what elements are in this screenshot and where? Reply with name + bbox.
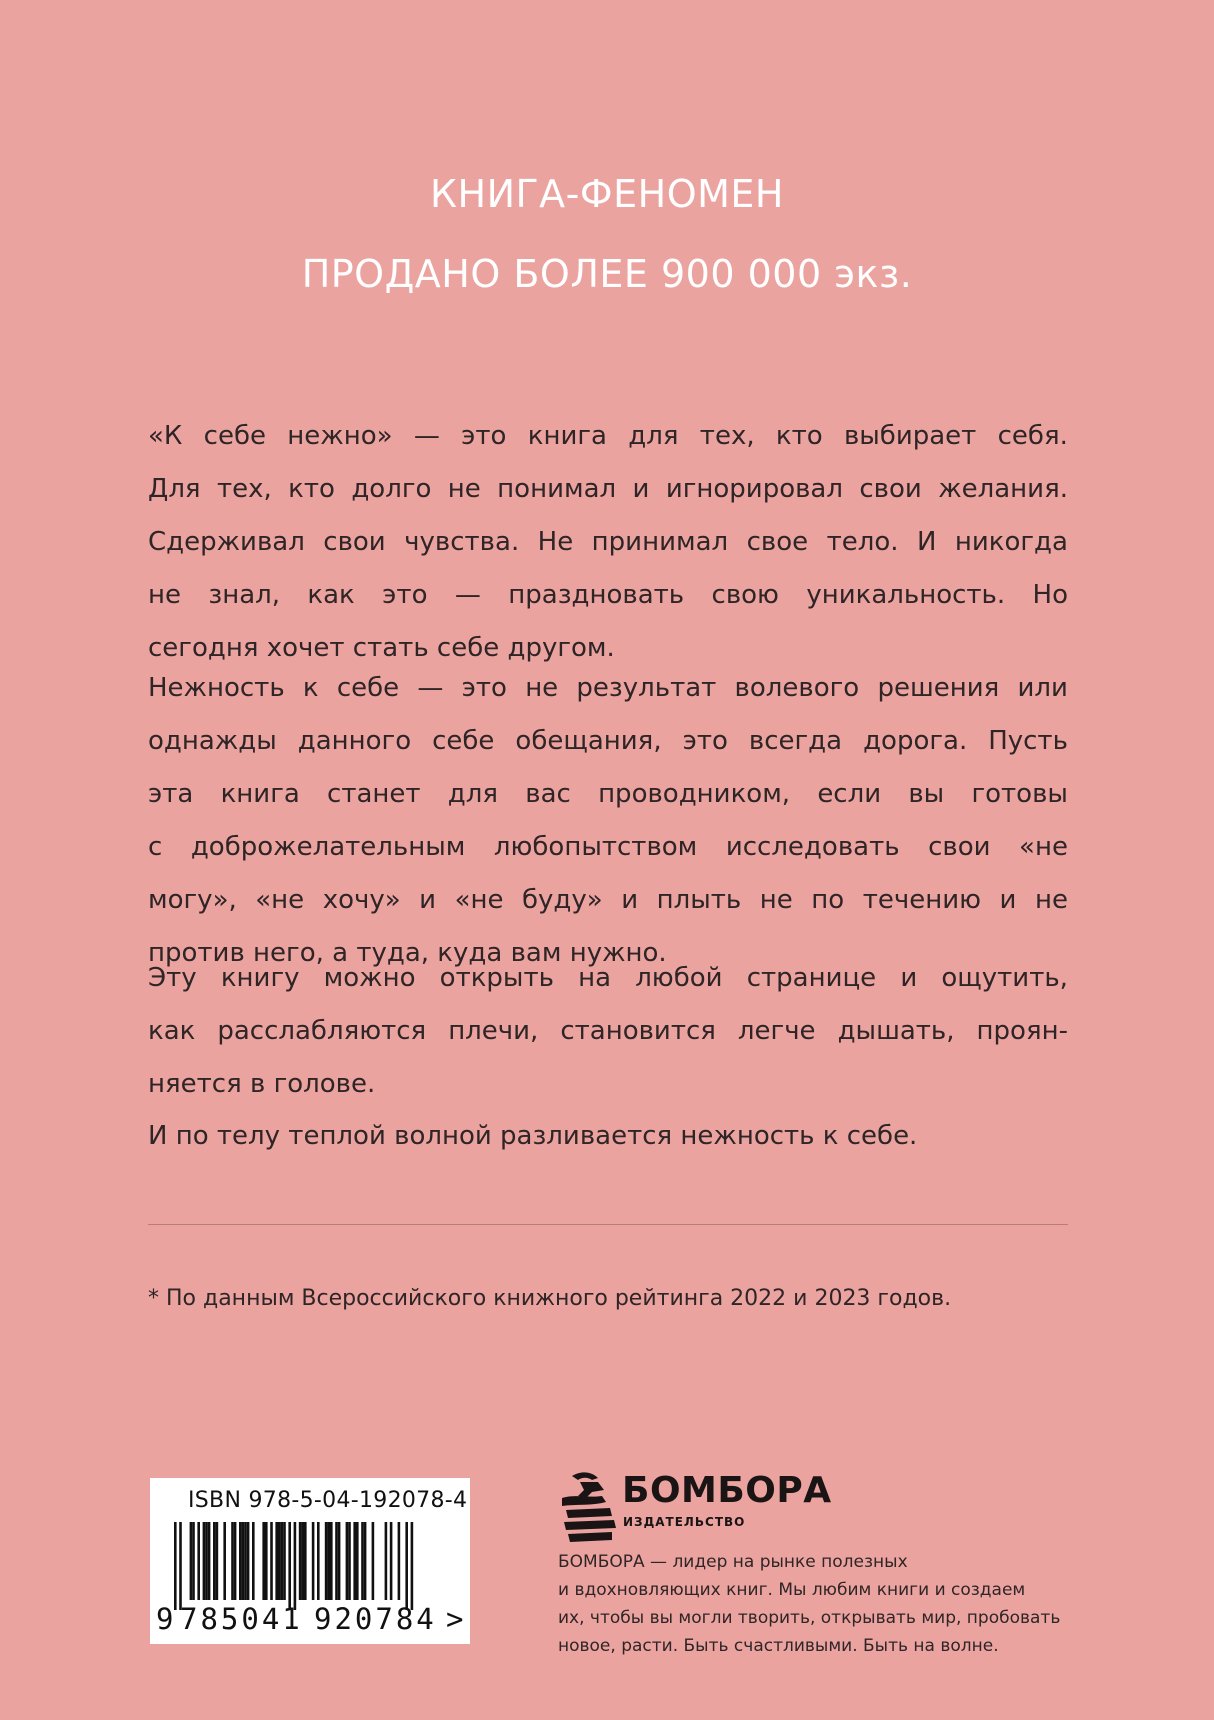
publisher-description (558, 1548, 1078, 1660)
paragraph-line: против него, а туда, куда вам нужно. (148, 938, 667, 968)
publisher-description-line: БОМБОРА — лидер на рынке полезных (558, 1552, 908, 1572)
barcode-bar (372, 1522, 375, 1600)
publisher-description-line: новое, расти. Быть счастливыми. Быть на волне. (558, 1636, 999, 1656)
word: доброжелательным (190, 832, 466, 862)
publisher-description-line: и вдохновляющих книг. Мы любим книги и создаем (558, 1580, 1026, 1600)
word: принимал (591, 527, 729, 557)
barcode-bar (330, 1522, 333, 1600)
word: можно (323, 963, 416, 993)
word: и (621, 885, 639, 915)
barcode-digit-group-right: 920784 (314, 1602, 437, 1636)
word: это (461, 421, 507, 451)
barcode-bar (346, 1522, 349, 1600)
barcode-bar (234, 1522, 237, 1600)
paragraph-line (148, 952, 1068, 1005)
barcode-bar (242, 1522, 245, 1600)
barcode-bar (405, 1522, 408, 1610)
word: книга (527, 421, 607, 451)
word: желания. (938, 474, 1068, 504)
word: «К (148, 421, 183, 451)
word: свои (323, 527, 386, 557)
barcode-bar (262, 1522, 265, 1600)
word: никогда (954, 527, 1068, 557)
word: это (382, 580, 428, 610)
word: «не (1019, 832, 1068, 862)
word: становится (560, 1016, 716, 1046)
barcode-bar (294, 1522, 297, 1610)
description-paragraph-2 (148, 662, 1068, 980)
description-paragraph-3 (148, 952, 1068, 1111)
barcode-digit-lead: 9 (156, 1602, 174, 1636)
barcode-bar (301, 1522, 304, 1600)
paragraph-line (148, 768, 1068, 821)
word: легче (737, 1016, 816, 1046)
word: — (417, 673, 444, 703)
barcode-bar (275, 1522, 278, 1600)
word: всегда (748, 726, 843, 756)
word: проян- (976, 1016, 1068, 1046)
word: не (525, 673, 559, 703)
description-paragraph-4 (148, 1110, 1068, 1163)
paragraph-line (148, 821, 1068, 874)
word: могу», (148, 885, 237, 915)
word: себе (336, 673, 400, 703)
barcode-bar (348, 1522, 351, 1600)
word: Но (1032, 580, 1068, 610)
word: исследовать (725, 832, 900, 862)
paragraph-line (148, 874, 1068, 927)
barcode-bar (197, 1522, 200, 1600)
barcode-bar (270, 1522, 273, 1600)
barcode-bar (317, 1522, 320, 1600)
paragraph-line (148, 463, 1068, 516)
word: понимал (497, 474, 617, 504)
word: ощутить, (941, 963, 1068, 993)
publisher-description-line: их, чтобы вы могли творить, открывать мир, пробовать (558, 1608, 1061, 1628)
word: долго (351, 474, 432, 504)
barcode-bar (364, 1522, 367, 1600)
word: данного (297, 726, 412, 756)
word: и (900, 963, 918, 993)
word: себя. (997, 421, 1068, 451)
word: свои (859, 474, 922, 504)
paragraph-line (148, 569, 1068, 622)
word: любопытством (493, 832, 698, 862)
word: выбирает (843, 421, 977, 451)
word: открыть (439, 963, 554, 993)
barcode-digit-group-left: 785041 (180, 1602, 303, 1636)
word: готовы (971, 779, 1068, 809)
barcode-bar (231, 1522, 234, 1600)
word: Для (148, 474, 201, 504)
word: книга (220, 779, 300, 809)
paragraph-line (148, 662, 1068, 715)
barcode-bar (205, 1522, 208, 1600)
paragraph-line: няется в голове. (148, 1069, 376, 1099)
barcode-bar (213, 1522, 216, 1600)
barcode-digit-quiet-marker: > (446, 1602, 464, 1636)
word: результат (576, 673, 717, 703)
word: решения (877, 673, 1000, 703)
word: или (1017, 673, 1068, 703)
word: «не (255, 885, 305, 915)
word: с (148, 832, 163, 862)
word: тех, (216, 474, 272, 504)
word: не (1034, 885, 1068, 915)
paragraph-line: сегодня хочет стать себе другом. (148, 633, 615, 663)
word: если (817, 779, 882, 809)
barcode-bar (312, 1522, 315, 1600)
barcode-bar (304, 1522, 307, 1600)
description-paragraph-1 (148, 410, 1068, 675)
barcode-bar (288, 1522, 291, 1610)
isbn-barcode (150, 1478, 470, 1644)
word: для (628, 421, 679, 451)
word: к (302, 673, 319, 703)
headline-sales: ПРОДАНО БОЛЕЕ 900 000 экз. (301, 252, 913, 296)
barcode-bar (353, 1522, 356, 1600)
barcode-bar (361, 1522, 364, 1600)
word: свои (928, 832, 991, 862)
word: и (419, 885, 437, 915)
barcode-bar (247, 1522, 250, 1600)
barcode-bar (216, 1522, 219, 1600)
word: проводником, (598, 779, 791, 809)
word: хочу» (322, 885, 401, 915)
word: расслабляются (217, 1016, 427, 1046)
word: не (447, 474, 481, 504)
word: для (447, 779, 499, 809)
word: и (999, 885, 1017, 915)
word: И (916, 527, 937, 557)
word: на (578, 963, 612, 993)
word: себе (432, 726, 495, 756)
word: — (413, 421, 440, 451)
barcode-bar (203, 1522, 206, 1600)
publisher-name: БОМБОРА (622, 1470, 832, 1511)
word: праздновать (508, 580, 685, 610)
barcode-bar (356, 1522, 359, 1600)
word: по (811, 885, 845, 915)
footnote: * По данным Всероссийского книжного рейтинга 2022 и 2023 годов. (148, 1286, 952, 1311)
word: это (682, 726, 728, 756)
word: волевого (734, 673, 860, 703)
paragraph-line (148, 715, 1068, 768)
barcode-bar (398, 1522, 401, 1600)
word: вы (908, 779, 945, 809)
word: тело. (826, 527, 899, 557)
barcode-bar (327, 1522, 330, 1600)
word: кто (775, 421, 823, 451)
word: Пусть (988, 726, 1068, 756)
word: Сдерживал (148, 527, 305, 557)
word: странице (746, 963, 877, 993)
barcode-bar (223, 1522, 226, 1600)
barcode-bar (325, 1522, 328, 1600)
word: Эту (148, 963, 197, 993)
section-divider (148, 1224, 1068, 1225)
word: и (632, 474, 650, 504)
barcode-bar (190, 1522, 193, 1600)
word: Не (537, 527, 574, 557)
word: себе (203, 421, 266, 451)
paragraph-line: И по телу теплой волной разливается нежность к себе. (148, 1121, 918, 1151)
word: как (307, 580, 355, 610)
word: дышать, (837, 1016, 955, 1046)
word: вас (525, 779, 571, 809)
isbn-number: ISBN 978-5-04-192078-4 (188, 1488, 468, 1513)
barcode-bar (265, 1522, 268, 1600)
barcode-bar (179, 1522, 182, 1610)
barcode-bar (252, 1522, 255, 1600)
word: это (461, 673, 507, 703)
barcode-bar (208, 1522, 211, 1600)
word: однажды (148, 726, 277, 756)
word: не (759, 885, 793, 915)
word: эта (148, 779, 194, 809)
word: знал, (208, 580, 281, 610)
word: чувства. (404, 527, 520, 557)
barcode-bar (281, 1522, 284, 1600)
headline-phenomenon: КНИГА-ФЕНОМЕН (430, 172, 784, 216)
word: плыть (656, 885, 742, 915)
word: «не (454, 885, 504, 915)
barcode-bar (244, 1522, 247, 1600)
barcode-bar (299, 1522, 302, 1600)
word: — (454, 580, 481, 610)
word: кто (288, 474, 335, 504)
barcode-bar (338, 1522, 341, 1600)
publisher-subtitle: ИЗДАТЕЛЬСТВО (623, 1515, 746, 1529)
barcode-bar (174, 1522, 177, 1610)
word: книгу (220, 963, 300, 993)
word: свою (711, 580, 779, 610)
word: обещания, (515, 726, 662, 756)
word: тех, (699, 421, 755, 451)
barcode-bar (390, 1522, 393, 1600)
paragraph-line (148, 516, 1068, 569)
barcode-bar (278, 1522, 281, 1600)
word: буду» (522, 885, 603, 915)
word: как (148, 1016, 196, 1046)
word: нежно» (287, 421, 393, 451)
barcode-bar (411, 1522, 414, 1610)
barcode-bar (192, 1522, 195, 1600)
barcode-bar (283, 1522, 286, 1600)
barcode-bar (385, 1522, 388, 1600)
word: дорога. (863, 726, 968, 756)
word: течению (862, 885, 982, 915)
word: любой (635, 963, 723, 993)
paragraph-line (148, 410, 1068, 463)
barcode-digits (150, 1602, 470, 1636)
paragraph-line (148, 1005, 1068, 1058)
barcode-bar (335, 1522, 338, 1600)
word: Нежность (148, 673, 285, 703)
word: плечи, (448, 1016, 539, 1046)
word: уникальность. (806, 580, 1006, 610)
word: свое (746, 527, 809, 557)
word: не (148, 580, 181, 610)
word: игнорировал (665, 474, 843, 504)
barcode-bar (239, 1522, 242, 1600)
word: станет (327, 779, 421, 809)
